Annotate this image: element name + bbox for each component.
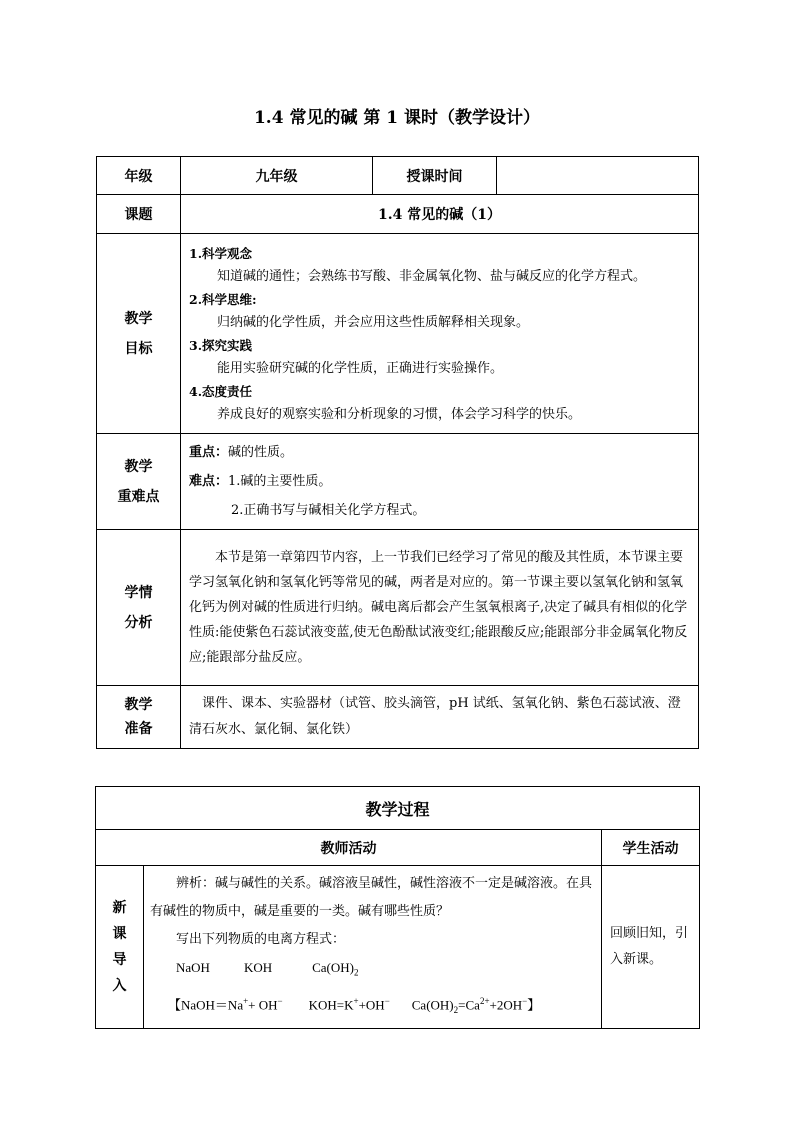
objective-text: 归纳碱的化学性质，并会应用这些性质解释相关现象。 (217, 314, 530, 330)
grade-label: 年级 (97, 157, 181, 195)
answer-oh-3: +2OH (489, 996, 523, 1012)
teacher-activity-content (144, 866, 602, 1029)
preparation-label (97, 686, 181, 749)
section-label-char: 课 (112, 925, 127, 942)
objectives-row (97, 234, 699, 434)
answer-ca-charge: 2+ (479, 995, 490, 1006)
focus-label: 重点： (189, 445, 229, 460)
formula-list (150, 954, 595, 987)
objective-heading: 3.探究实践 (189, 337, 253, 353)
student-activity-content: 回顾旧知，引入新课。 (602, 866, 700, 1029)
preparation-label-line-1: 教学 (124, 697, 153, 713)
section-label-new-lesson-intro (96, 866, 144, 1029)
student-activity-header: 学生活动 (602, 830, 700, 866)
objectives-label (97, 234, 181, 434)
analysis-content (181, 530, 699, 686)
key-points-content (181, 434, 699, 530)
teacher-activity-header: 教师活动 (96, 830, 602, 866)
answer-caoh2-subscript: 2 (453, 1004, 459, 1015)
formula-naoh: NaOH (176, 960, 210, 975)
objective-text: 能用实验研究碱的化学性质，正确进行实验操作。 (217, 360, 504, 376)
grade-row (97, 157, 699, 195)
answer-oh-2: +OH (358, 996, 385, 1012)
answer-oh-1-charge: − (277, 995, 283, 1006)
preparation-text: 课件、课本、实验器材（试管、胶头滴管，pH 试纸、氢氧化钠、紫色石蕊试液、澄清石灰水、氯化铜、氯化铁） (189, 696, 681, 737)
ionization-answer (150, 987, 595, 1024)
document-title: 1.4 常见的碱 第 1 课时（教学设计） (253, 108, 541, 128)
objective-text: 养成良好的观察实验和分析现象的习惯，体会学习科学的快乐。 (217, 406, 582, 422)
answer-na-charge: + (243, 995, 249, 1006)
class-time-value (497, 157, 699, 195)
section-label-char: 新 (112, 899, 127, 916)
analysis-row (97, 530, 699, 686)
objective-heading: 4.态度责任 (189, 383, 253, 399)
lesson-info-table (96, 156, 699, 749)
answer-k-charge: + (353, 995, 359, 1006)
analysis-label-line-2: 分析 (124, 614, 153, 631)
topic-label: 课题 (97, 195, 181, 234)
answer-ca: =Ca (458, 996, 480, 1012)
objective-heading: 1.科学观念 (189, 245, 253, 261)
objectives-label-line-2: 目标 (124, 340, 153, 357)
objectives-label-line-1: 教学 (124, 310, 153, 327)
analysis-label-line-1: 学情 (124, 584, 153, 601)
topic-row (97, 195, 699, 234)
focus-line (189, 438, 690, 467)
key-points-label-line-1: 教学 (124, 458, 153, 475)
grade-value: 九年级 (181, 157, 373, 195)
answer-naoh: 【NaOH＝Na (168, 996, 244, 1012)
formula-koh: KOH (243, 960, 273, 975)
focus-text: 碱的性质。 (228, 445, 294, 460)
key-points-label-line-2: 重难点 (117, 488, 160, 505)
topic-value: 1.4 常见的碱（1） (181, 195, 699, 234)
analysis-text: 本节是第一章第四节内容，上一节我们已经学习了常见的酸及其性质，本节课主要学习氢氧化钠和氢氧化钙等常见的碱，两者是对应的。第一节课主要以氢氧化钠和氢氧化钙为例对碱的性质进行归纳。碱电离后都会产生氢氧根离子,决定了碱具有相似的化学性质:能使紫色石蕊试液变蓝,使无色酚酞试液变红;能跟酸反应;能跟部分非金属氧化物反应;能跟部分盐反应。 (189, 550, 688, 665)
section-label-char: 导 (112, 951, 127, 968)
answer-oh-1: + OH (248, 996, 278, 1012)
teaching-process-table (95, 786, 700, 1029)
answer-close-bracket: 】 (527, 996, 541, 1012)
class-time-label: 授课时间 (373, 157, 497, 195)
objectives-content (181, 234, 699, 434)
difficulty-label: 难点： (189, 474, 229, 489)
key-points-row (97, 434, 699, 530)
formula-caoh2-base: Ca(OH) (312, 960, 354, 975)
formula-caoh2-subscript: 2 (354, 967, 359, 978)
answer-oh-2-charge: − (384, 995, 390, 1006)
preparation-label-line-2: 准备 (124, 721, 153, 737)
objective-text: 知道碱的通性；会熟练书写酸、非金属氧化物、盐与碱反应的化学方程式。 (217, 268, 647, 284)
difficulty-item-1: 1.碱的主要性质。 (228, 474, 332, 489)
difficulty-line (189, 467, 690, 496)
difficulty-item-2: 2.正确书写与碱相关化学方程式。 (231, 503, 426, 518)
preparation-content (181, 686, 699, 749)
key-points-label (97, 434, 181, 530)
objective-heading: 2.科学思维: (189, 291, 257, 307)
new-lesson-intro-row (96, 866, 700, 1029)
answer-oh-3-charge: − (522, 995, 528, 1006)
preparation-row (97, 686, 699, 749)
answer-koh: KOH=K (308, 996, 354, 1012)
analysis-label (97, 530, 181, 686)
section-label-char: 入 (112, 977, 127, 994)
process-title: 教学过程 (96, 787, 700, 830)
answer-caoh2: Ca(OH) (411, 996, 454, 1012)
process-header-row (96, 830, 700, 866)
ionization-prompt: 写出下列物质的电离方程式： (176, 932, 346, 947)
process-title-row (96, 787, 700, 830)
discussion-text: 辨析：碱与碱性的关系。碱溶液呈碱性，碱性溶液不一定是碱溶液。在具有碱性的物质中，碱是重要的一类。碱有哪些性质？ (150, 876, 593, 919)
formula-caoh2 (312, 960, 359, 978)
